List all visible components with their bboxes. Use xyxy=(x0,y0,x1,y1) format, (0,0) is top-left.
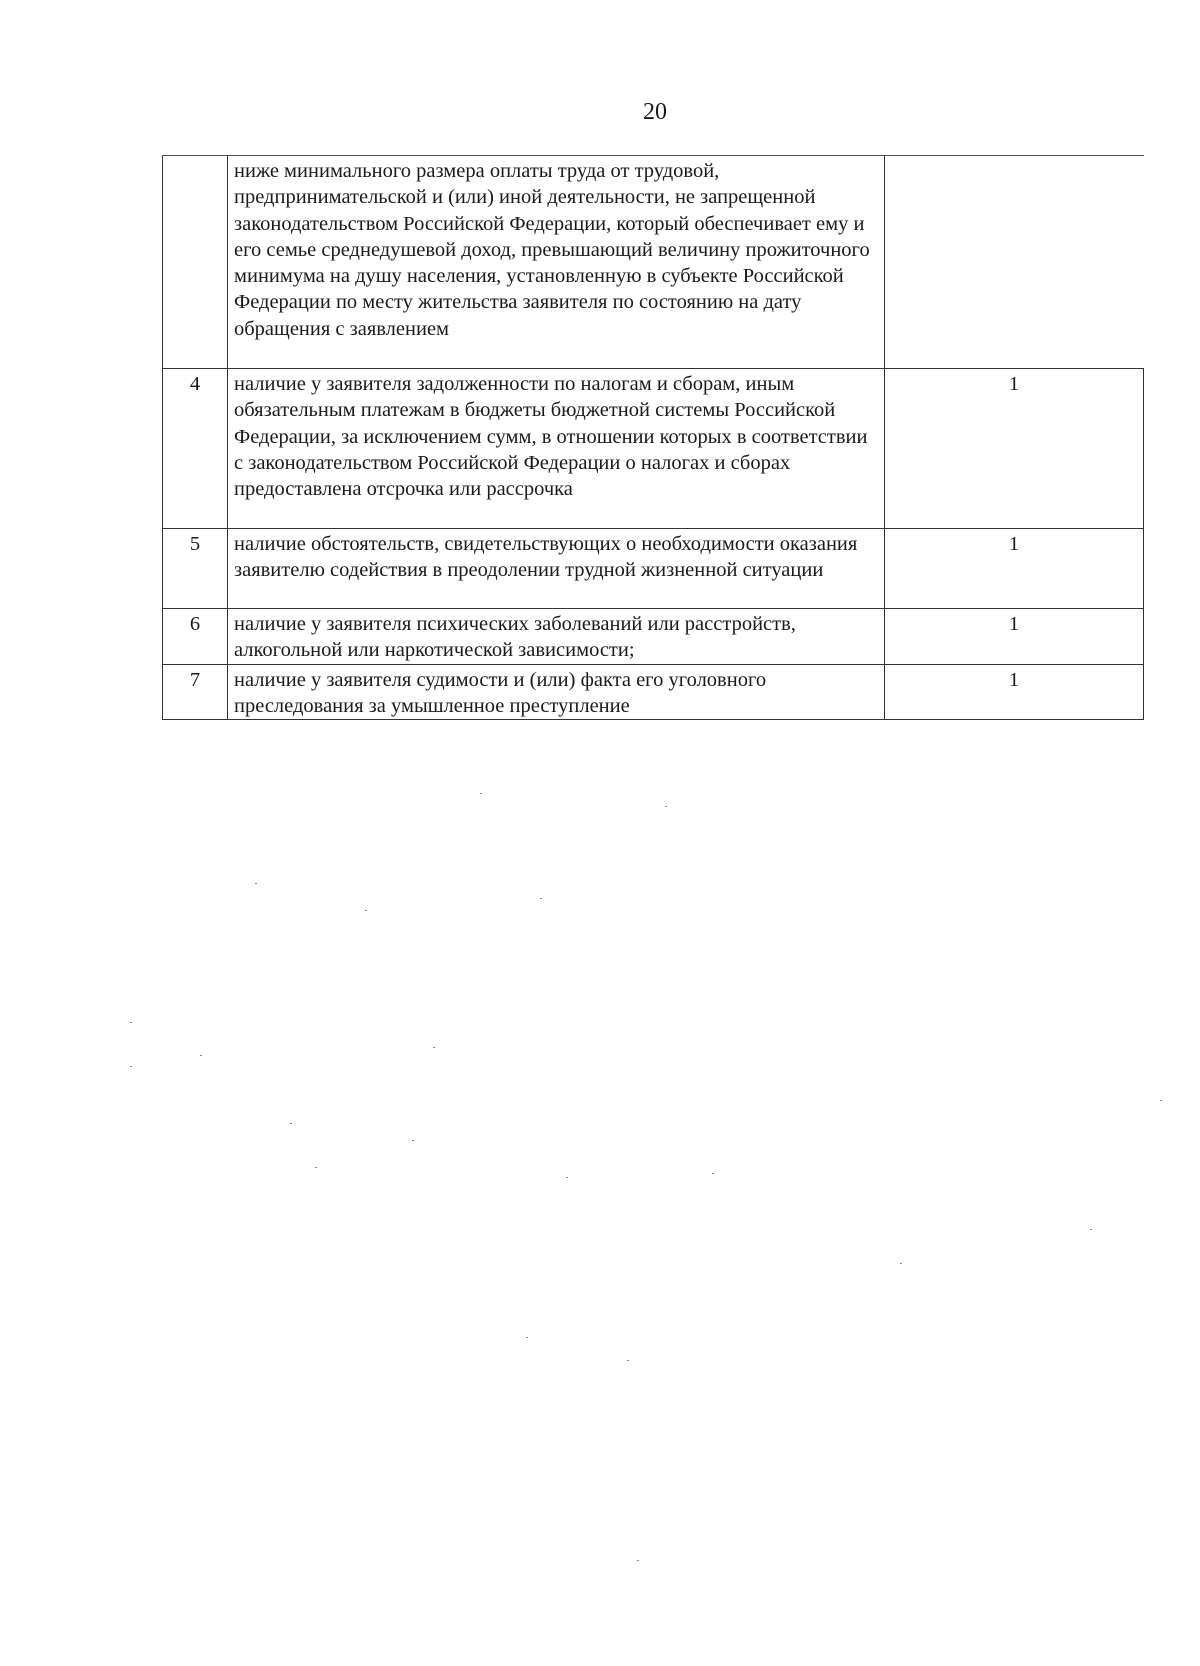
scan-speck xyxy=(900,1263,902,1264)
scan-speck xyxy=(712,1173,714,1174)
scan-speck xyxy=(412,1140,414,1141)
scan-speck xyxy=(1160,1100,1162,1101)
scan-speck xyxy=(566,1177,568,1178)
row-number-cell: 6 xyxy=(163,609,228,665)
criteria-table xyxy=(162,155,1144,720)
scan-speck xyxy=(255,883,257,884)
scan-speck xyxy=(526,1337,528,1338)
row-number-cell: 4 xyxy=(163,369,228,529)
scan-speck xyxy=(290,1123,292,1124)
score-cell: 1 xyxy=(885,369,1144,529)
table-row xyxy=(163,156,1144,369)
scan-speck xyxy=(433,1047,435,1048)
criterion-text-cell: наличие у заявителя задолженности по налогам и сборам, иным обязательным платежам в бюджеты бюджетной системы Российской Федерации, за исключением сумм, в отношении которых в соответствии с законодательством Российской Федерации о налогах и сборах предоставлена отсрочка или рассрочка xyxy=(228,369,885,529)
score-cell: 1 xyxy=(885,664,1144,720)
row-number-cell xyxy=(163,156,228,369)
score-cell xyxy=(885,156,1144,369)
score-cell: 1 xyxy=(885,529,1144,609)
scan-speck xyxy=(130,1022,132,1023)
row-number-cell: 5 xyxy=(163,529,228,609)
criterion-text-cell: наличие у заявителя судимости и (или) факта его уголовного преследования за умышленное преступление xyxy=(228,664,885,720)
scan-speck xyxy=(540,898,542,899)
scan-speck xyxy=(315,1167,317,1168)
score-cell: 1 xyxy=(885,609,1144,665)
scan-speck xyxy=(627,1360,629,1361)
page-number: 20 xyxy=(643,99,667,125)
row-number-cell: 7 xyxy=(163,664,228,720)
scan-speck xyxy=(130,1066,132,1067)
scan-speck xyxy=(665,806,667,807)
scan-speck xyxy=(365,910,367,911)
scan-speck xyxy=(480,793,482,794)
table-row xyxy=(163,664,1144,720)
scan-speck xyxy=(1090,1229,1092,1230)
scan-speck xyxy=(637,1560,639,1561)
criterion-text-cell: ниже минимального размера оплаты труда от трудовой, предпринимательской и (или) иной деятельности, не запрещенной законодательством Российской Федерации, который обеспечивает ему и его семье среднедушевой доход, превышающий величину прожиточного минимума на душу населения, установленную в субъекте Российской Федерации по месту жительства заявителя по состоянию на дату обращения с заявлением xyxy=(228,156,885,369)
criterion-text-cell: наличие у заявителя психических заболеваний или расстройств, алкогольной или наркотической зависимости; xyxy=(228,609,885,665)
table-row xyxy=(163,609,1144,665)
table-row xyxy=(163,369,1144,529)
criterion-text-cell: наличие обстоятельств, свидетельствующих о необходимости оказания заявителю содействия в преодолении трудной жизненной ситуации xyxy=(228,529,885,609)
scan-speck xyxy=(200,1055,202,1056)
table-row xyxy=(163,529,1144,609)
